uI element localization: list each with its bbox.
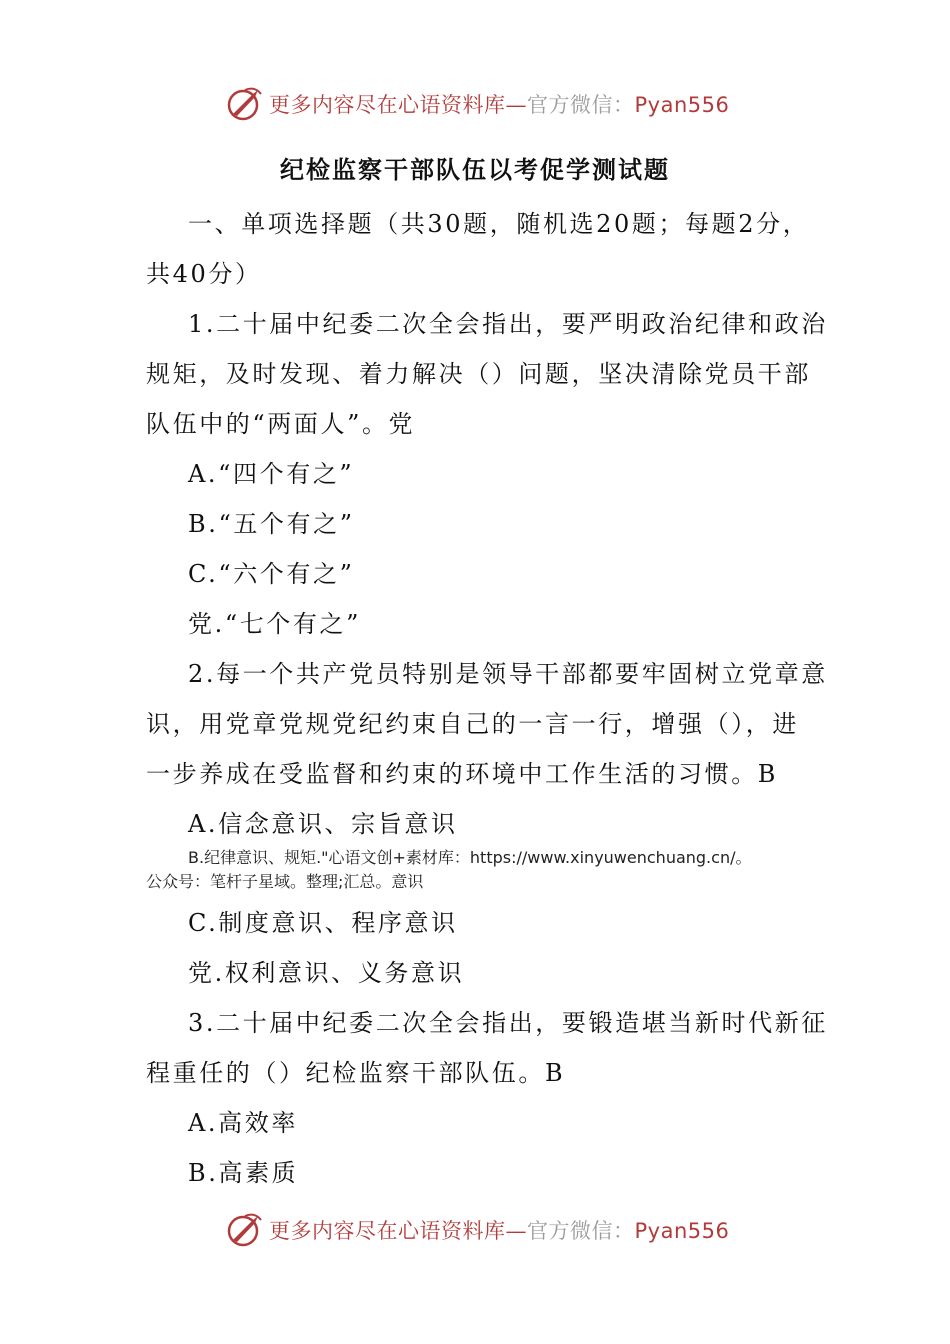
question-1-option-a: A.“四个有之” — [188, 460, 355, 488]
question-2-stem-line-2: 识，用党章党规党纪约束自己的一言一行，增强（），进 — [146, 710, 799, 738]
banner-wechat-id: Pyan556 — [634, 93, 730, 117]
question-1-option-c: C.“六个有之” — [188, 560, 355, 588]
question-1-option-b: B.“五个有之” — [188, 510, 355, 538]
section-heading-line-2: 共40分） — [146, 260, 262, 288]
pen-nib-logo-icon — [225, 1210, 265, 1250]
question-2-option-c: C.制度意识、程序意识 — [188, 909, 458, 937]
question-2-stem-line-3: 一步养成在受监督和约束的环境中工作生活的习惯。B — [146, 760, 779, 788]
question-3-option-b: B.高素质 — [188, 1159, 299, 1187]
banner-wechat-label: 官方微信： — [527, 93, 635, 117]
question-3-stem-line-1: 3.二十届中纪委二次全会指出，要锻造堪当新时代新征 — [188, 1009, 828, 1037]
section-heading-line-1: 一、单项选择题（共30题，随机选20题；每题2分， — [188, 210, 810, 238]
banner-slogan: 更多内容尽在心语资料库— — [269, 93, 527, 117]
question-2-option-a: A.信念意识、宗旨意识 — [188, 810, 458, 838]
document-title: 纪检监察干部队伍以考促学测试题 — [280, 155, 670, 184]
question-2-stem-line-1: 2.每一个共产党员特别是领导干部都要牢固树立党章意 — [188, 660, 828, 688]
question-3-stem-line-2: 程重任的（）纪检监察干部队伍。B — [146, 1059, 566, 1087]
pen-nib-logo-icon — [225, 84, 265, 124]
question-3-option-a: A.高效率 — [188, 1109, 298, 1137]
question-1-option-d: 党.“七个有之” — [188, 610, 361, 638]
banner-slogan: 更多内容尽在心语资料库— — [269, 1219, 527, 1243]
question-1-stem-line-3: 队伍中的“两面人”。党 — [146, 410, 416, 438]
question-2-option-b-watermark-line-1: B.纪律意识、规矩."心语文创+素材库：https://www.xinyuwenchuang.cn/。 — [188, 848, 752, 867]
banner-text — [269, 89, 729, 119]
footer-banner — [225, 1208, 745, 1252]
banner-text — [269, 1215, 729, 1245]
question-2-option-d: 党.权利意识、义务意识 — [188, 959, 465, 987]
question-1-stem-line-1: 1.二十届中纪委二次全会指出，要严明政治纪律和政治 — [188, 310, 828, 338]
header-banner — [225, 82, 745, 126]
banner-wechat-label: 官方微信： — [527, 1219, 635, 1243]
question-2-option-b-watermark-line-2: 公众号：笔杆子星域。整理;汇总。意识 — [146, 872, 424, 891]
question-1-stem-line-2: 规矩，及时发现、着力解决（）问题，坚决清除党员干部 — [146, 360, 811, 388]
banner-wechat-id: Pyan556 — [634, 1219, 730, 1243]
